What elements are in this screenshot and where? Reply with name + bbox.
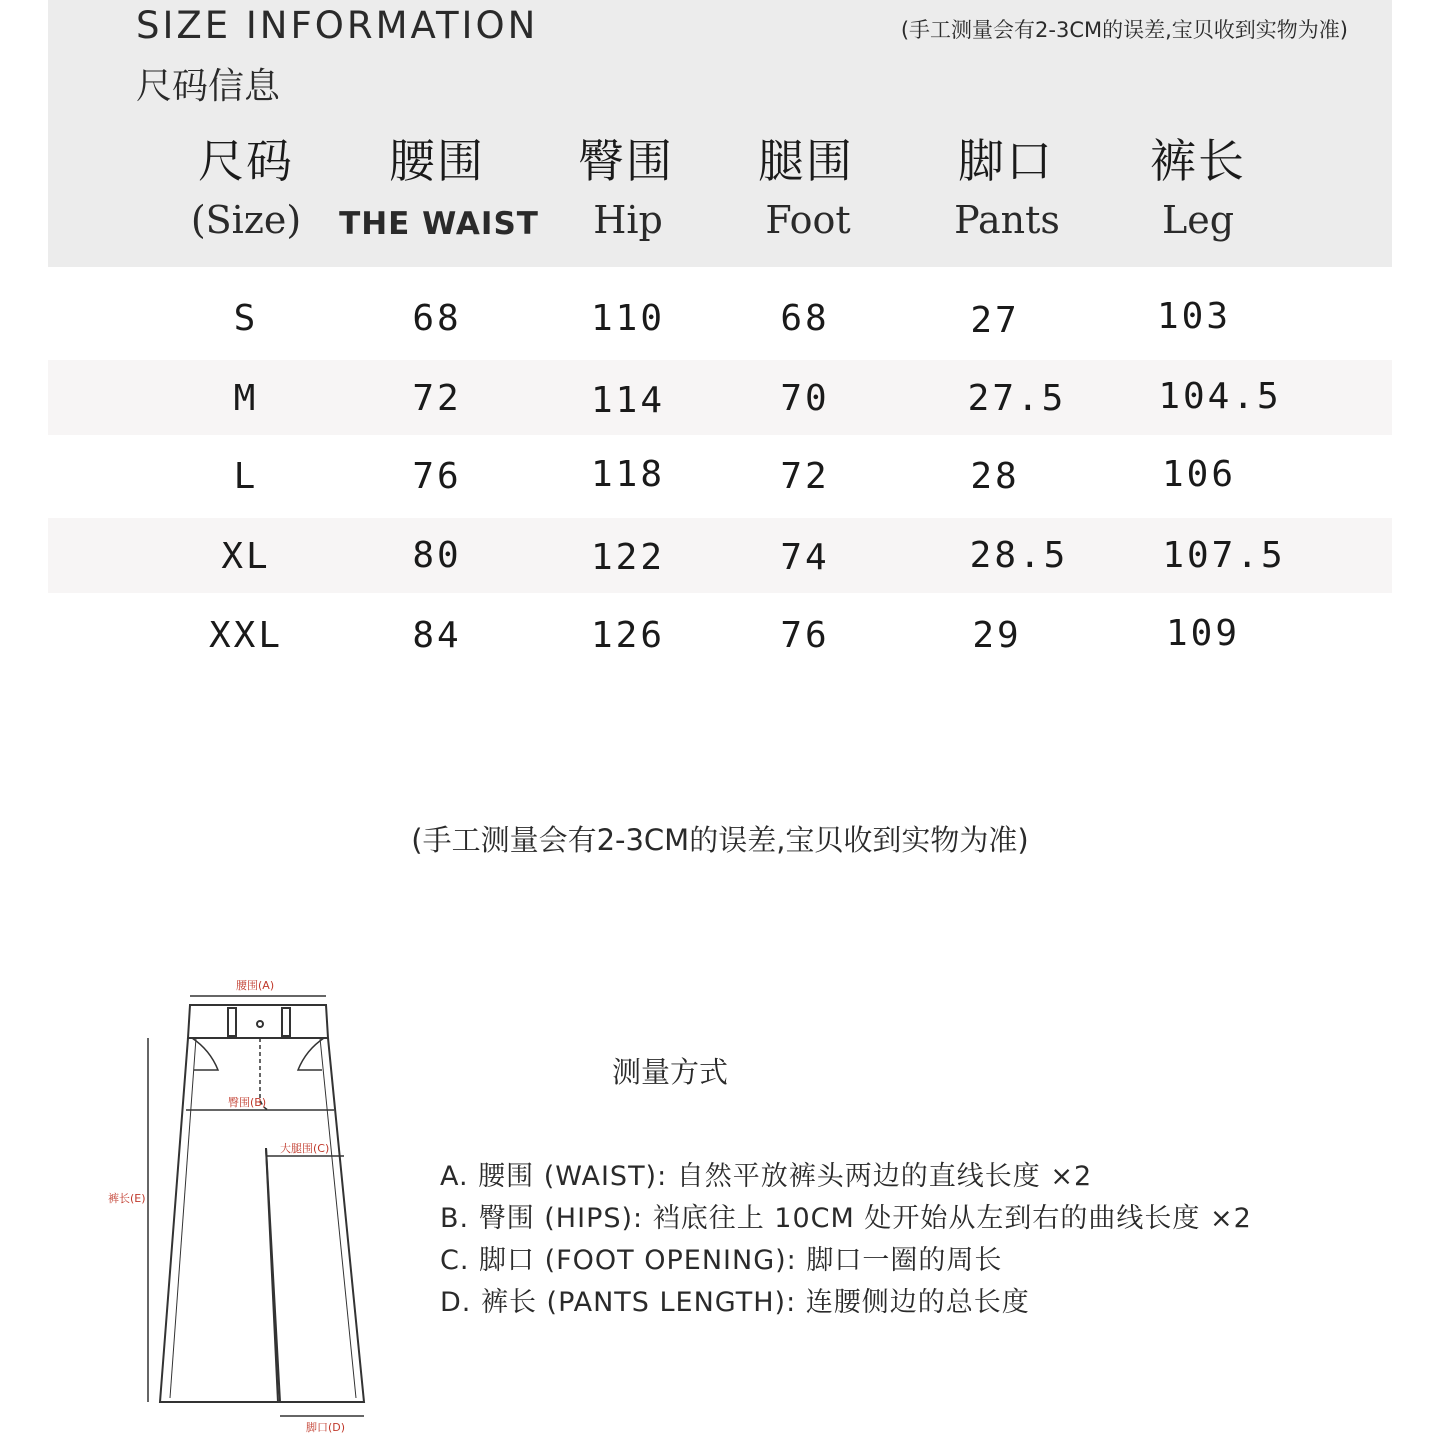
left-leg-outline [160, 1038, 278, 1402]
table-cell: 76 [780, 615, 830, 656]
label-hip: 臀围(B) [228, 1096, 267, 1109]
table-cell: S [233, 298, 259, 339]
table-cell: 72 [412, 378, 462, 419]
table-cell: 27.5 [967, 378, 1067, 419]
right-leg-outline [266, 1038, 364, 1402]
table-cell: 122 [590, 537, 666, 578]
table-cell: 68 [412, 298, 462, 339]
label-length: 裤长(E) [108, 1192, 146, 1205]
pants-diagram [100, 970, 400, 1440]
measurement-note-top: (手工测量会有2-3CM的误差,宝贝收到实物为准) [900, 18, 1348, 42]
right-seam [320, 1038, 356, 1398]
table-cell: 70 [780, 378, 830, 419]
table-cell: 28 [970, 456, 1020, 497]
col-header-length-cn: 裤长 [1150, 134, 1246, 188]
table-cell: 76 [412, 456, 462, 497]
page-title-cn: 尺码信息 [136, 66, 281, 107]
label-waist: 腰围(A) [236, 979, 275, 992]
col-header-waist-en: THE WAIST [339, 206, 539, 242]
col-header-length-en: Leg [1161, 198, 1235, 242]
table-cell: XXL [208, 615, 284, 656]
table-cell: 28.5 [969, 535, 1069, 576]
method-line-c: C. 脚口 (FOOT OPENING): 脚口一圈的周长 [440, 1245, 1003, 1276]
col-header-waist-cn: 腰围 [389, 134, 485, 188]
table-cell: 114 [590, 380, 666, 421]
table-cell: L [233, 456, 259, 497]
table-cell: 104.5 [1158, 376, 1282, 417]
table-cell: 109 [1165, 613, 1241, 654]
table-cell: 68 [780, 298, 830, 339]
table-cell: 106 [1161, 454, 1237, 495]
table-cell: 80 [412, 535, 462, 576]
measurement-note-mid: (手工测量会有2-3CM的误差,宝贝收到实物为准) [411, 823, 1029, 857]
table-cell: 74 [780, 537, 830, 578]
method-line-b: B. 臀围 (HIPS): 裆底往上 10CM 处开始从左到右的曲线长度 ×2 [440, 1203, 1252, 1234]
button-icon [257, 1021, 263, 1027]
table-cell: 27 [970, 300, 1020, 341]
table-cell: 103 [1156, 296, 1232, 337]
table-cell: 29 [972, 615, 1022, 656]
label-hem: 脚口(D) [306, 1421, 346, 1434]
col-header-hem-cn: 脚口 [958, 134, 1054, 188]
col-header-size-en: (Size) [190, 198, 302, 242]
method-line-d: D. 裤长 (PANTS LENGTH): 连腰侧边的总长度 [440, 1287, 1030, 1318]
table-cell: 118 [590, 454, 666, 495]
table-cell: 72 [780, 456, 830, 497]
col-header-thigh-en: Foot [765, 198, 851, 242]
table-cell: 110 [590, 298, 666, 339]
col-header-hem-en: Pants [954, 198, 1060, 242]
col-header-hip-en: Hip [593, 198, 663, 242]
table-cell: M [233, 378, 259, 419]
label-thigh: 大腿围(C) [280, 1142, 330, 1155]
col-header-size-cn: 尺码 [198, 134, 294, 188]
table-cell: 84 [412, 615, 462, 656]
col-header-hip-cn: 臀围 [578, 134, 674, 188]
table-cell: XL [221, 536, 271, 577]
col-header-thigh-cn: 腿围 [758, 134, 854, 188]
method-line-a: A. 腰围 (WAIST): 自然平放裤头两边的直线长度 ×2 [440, 1161, 1093, 1192]
method-title: 测量方式 [612, 1055, 729, 1089]
table-cell: 107.5 [1162, 535, 1286, 576]
belt-loop [228, 1008, 236, 1036]
belt-loop [282, 1008, 290, 1036]
table-cell: 126 [590, 615, 666, 656]
page-title-en: SIZE INFORMATION [136, 4, 539, 47]
